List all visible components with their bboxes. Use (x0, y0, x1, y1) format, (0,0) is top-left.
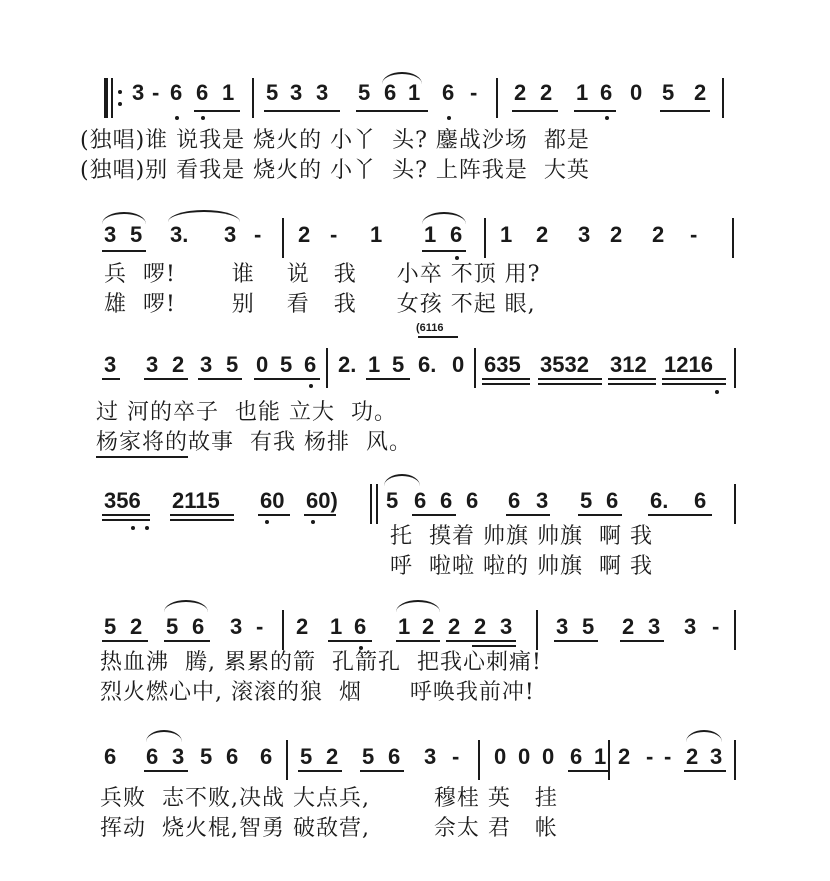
lyric-verse-2: 烈火燃心中, 滚滚的狼 烟 呼唤我前冲! (100, 680, 535, 705)
lyric-verse-1: 兵败 志不败,决战 大点兵, 穆桂 英 挂 (100, 786, 558, 811)
slur (384, 474, 420, 486)
barline (478, 740, 480, 780)
jianpu-note: 6 (466, 488, 479, 513)
lyric-verse-2: 挥动 烧火棍,智勇 破敌营, 佘太 君 帐 (100, 816, 558, 841)
barline (326, 348, 328, 388)
barline (496, 78, 498, 118)
jianpu-note: 60) (306, 488, 338, 513)
jianpu-note: 3 (500, 614, 513, 639)
jianpu-note: 6 (440, 488, 453, 513)
grace-notes: (6116 (416, 322, 444, 334)
jianpu-note: 60 (260, 488, 285, 513)
barline (608, 740, 610, 780)
jianpu-note: 0 (542, 744, 555, 769)
jianpu-note: 5 (358, 80, 371, 105)
barline (734, 740, 736, 780)
jianpu-note: 2 (130, 614, 143, 639)
lyric-verse-1: (独唱)谁 说我是 烧火的 小丫 头? 鏖战沙场 都是 (80, 128, 590, 153)
jianpu-note: 6 (170, 80, 183, 105)
barline (734, 348, 736, 388)
barline (252, 78, 254, 118)
underline (102, 514, 150, 516)
jianpu-note: 5 (392, 352, 405, 377)
underline (366, 378, 410, 380)
jianpu-note: - (330, 222, 338, 247)
lyric-verse-2: (独唱)别 看我是 烧火的 小丫 头? 上阵我是 大英 (80, 158, 590, 183)
jianpu-note: - (690, 222, 698, 247)
barline (734, 484, 736, 524)
jianpu-note: 1 (576, 80, 589, 105)
barline (474, 348, 476, 388)
underline (482, 378, 530, 380)
jianpu-note: 1216 (664, 352, 713, 377)
underline (660, 110, 710, 112)
jianpu-note: 0 (630, 80, 643, 105)
jianpu-note: - (470, 80, 478, 105)
jianpu-note: 2 (514, 80, 527, 105)
jianpu-note: 5 (104, 614, 117, 639)
jianpu-note: 3 (104, 222, 117, 247)
low-dot (715, 390, 719, 394)
jianpu-note: 3532 (540, 352, 589, 377)
jianpu-note: 6 (192, 614, 205, 639)
low-dot (311, 520, 315, 524)
underline (538, 378, 602, 380)
jianpu-note: 6 (694, 488, 707, 513)
jianpu-note: 5 (580, 488, 593, 513)
jianpu-note: 3 (230, 614, 243, 639)
jianpu-note: 2 (326, 744, 339, 769)
jianpu-note: 6 (196, 80, 209, 105)
lyric-verse-2: 杨家将的故事 有我 杨排 风。 (96, 430, 412, 455)
lyric-verse-1: 过 河的卒子 也能 立大 功。 (96, 400, 397, 425)
lyric-verse-2: 雄 啰! 别 看 我 女孩 不起 眼, (104, 292, 536, 317)
low-dot (201, 116, 205, 120)
underline (144, 378, 188, 380)
underline (170, 514, 234, 516)
barline (370, 484, 372, 524)
jianpu-note: 635 (484, 352, 521, 377)
underline (102, 378, 120, 380)
repeat-dot (118, 90, 122, 94)
underline (662, 383, 726, 385)
jianpu-note: 2 (610, 222, 623, 247)
underline (422, 250, 466, 252)
jianpu-note: 2 (540, 80, 553, 105)
jianpu-note: 6 (260, 744, 273, 769)
jianpu-note: 1 (330, 614, 343, 639)
underline (254, 378, 320, 380)
lyric-verse-2: 呼 啦啦 啦的 帅旗 啊 我 (390, 554, 653, 579)
jianpu-note: 3 (200, 352, 213, 377)
jianpu-note: 1 (424, 222, 437, 247)
jianpu-note: 6 (508, 488, 521, 513)
jianpu-note: 3 (556, 614, 569, 639)
jianpu-note: 1 (594, 744, 607, 769)
jianpu-note: 5 (266, 80, 279, 105)
lyric-verse-1: 兵 啰! 谁 说 我 小卒 不顶 用? (104, 262, 541, 287)
jianpu-note: 3 (172, 744, 185, 769)
slur (396, 600, 440, 612)
jianpu-note: 5 (130, 222, 143, 247)
low-dot (455, 256, 459, 260)
underline (258, 514, 290, 516)
lyric-underline (96, 456, 188, 458)
low-dot (131, 526, 135, 530)
underline (102, 519, 150, 521)
slur (146, 730, 182, 742)
underline (356, 110, 428, 112)
jianpu-note: 2 (296, 614, 309, 639)
low-dot (175, 116, 179, 120)
repeat-dot (118, 102, 122, 106)
jianpu-note: 5 (582, 614, 595, 639)
jianpu-note: 2 (474, 614, 487, 639)
underline (194, 110, 240, 112)
barline (376, 484, 378, 524)
jianpu-note: 2 (422, 614, 435, 639)
jianpu-note: 5 (226, 352, 239, 377)
jianpu-note: 3 (648, 614, 661, 639)
underline (662, 378, 726, 380)
jianpu-note: 2 (448, 614, 461, 639)
underline (264, 110, 340, 112)
jianpu-note: 2 (172, 352, 185, 377)
underline (418, 336, 458, 338)
low-dot (605, 116, 609, 120)
jianpu-note: 2. (338, 352, 357, 377)
jianpu-note: 2 (622, 614, 635, 639)
jianpu-note: 6 (104, 744, 117, 769)
jianpu-note: 6 (606, 488, 619, 513)
jianpu-note: 1 (408, 80, 421, 105)
jianpu-note: 1 (398, 614, 411, 639)
underline (298, 770, 342, 772)
jianpu-note: 0 (518, 744, 531, 769)
low-dot (145, 526, 149, 530)
jianpu-note: 3 (132, 80, 145, 105)
underline (446, 640, 516, 642)
barline (484, 218, 486, 258)
barline (286, 740, 288, 780)
jianpu-note: 2 (618, 744, 631, 769)
jianpu-note: 3 (146, 352, 159, 377)
underline (170, 519, 234, 521)
jianpu-note: 3 (536, 488, 549, 513)
jianpu-note: - (254, 222, 262, 247)
jianpu-note: 2 (694, 80, 707, 105)
jianpu-note: 6 (600, 80, 613, 105)
barline (536, 610, 538, 650)
jianpu-note: - (664, 744, 672, 769)
underline (472, 645, 516, 647)
underline (360, 770, 404, 772)
jianpu-note: 5 (300, 744, 313, 769)
jianpu-note: 6 (414, 488, 427, 513)
jianpu-note: - (256, 614, 264, 639)
jianpu-note: 0 (452, 352, 465, 377)
jianpu-note: 3 (104, 352, 117, 377)
underline (684, 770, 726, 772)
jianpu-note: - (646, 744, 654, 769)
underline (482, 383, 530, 385)
barline (282, 218, 284, 258)
barline (722, 78, 724, 118)
low-dot (309, 384, 313, 388)
underline (620, 640, 664, 642)
jianpu-note: 2 (652, 222, 665, 247)
slur (686, 730, 722, 742)
jianpu-note: 2 (686, 744, 699, 769)
underline (164, 640, 210, 642)
jianpu-note: 6 (388, 744, 401, 769)
jianpu-note: 1 (500, 222, 513, 247)
underline (304, 514, 336, 516)
slur (164, 600, 208, 612)
underline (648, 514, 712, 516)
jianpu-note: 2115 (172, 488, 220, 513)
jianpu-note: 6 (146, 744, 159, 769)
repeat-bar (104, 78, 108, 118)
underline (538, 383, 602, 385)
jianpu-note: - (712, 614, 720, 639)
lyric-verse-1: 托 摸着 帅旗 帅旗 啊 我 (390, 524, 653, 549)
underline (328, 640, 372, 642)
underline (144, 770, 188, 772)
barline (282, 610, 284, 650)
jianpu-note: 3 (290, 80, 303, 105)
lyric-verse-1: 热血沸 腾, 累累的箭 孔箭孔 把我心刺痛! (100, 650, 542, 675)
jianpu-note: 356 (104, 488, 141, 513)
jianpu-note: 1 (370, 222, 383, 247)
jianpu-note: 0 (256, 352, 269, 377)
jianpu-note: 6 (442, 80, 455, 105)
jianpu-note: 2 (298, 222, 311, 247)
barline (732, 218, 734, 258)
barline (734, 610, 736, 650)
jianpu-note: 6. (650, 488, 669, 513)
barline (111, 78, 113, 118)
jianpu-note: 5 (280, 352, 293, 377)
underline (198, 378, 242, 380)
jianpu-note: 5 (200, 744, 213, 769)
underline (412, 514, 456, 516)
jianpu-note: 6 (226, 744, 239, 769)
underline (578, 514, 622, 516)
jianpu-note: 0 (494, 744, 507, 769)
jianpu-note: 3. (170, 222, 189, 247)
jianpu-note: 6 (354, 614, 367, 639)
jianpu-note: 6. (418, 352, 437, 377)
underline (568, 770, 610, 772)
jianpu-note: 6 (570, 744, 583, 769)
jianpu-note: 3 (684, 614, 697, 639)
jianpu-note: 6 (304, 352, 317, 377)
jianpu-note: 6 (384, 80, 397, 105)
jianpu-note: 1 (368, 352, 381, 377)
underline (608, 383, 656, 385)
jianpu-note: 5 (362, 744, 375, 769)
low-dot (265, 520, 269, 524)
underline (102, 250, 146, 252)
jianpu-note: 312 (610, 352, 647, 377)
jianpu-note: 3 (316, 80, 329, 105)
underline (506, 514, 550, 516)
underline (396, 640, 440, 642)
jianpu-note: 3 (578, 222, 591, 247)
jianpu-note: 5 (662, 80, 675, 105)
jianpu-note: - (452, 744, 460, 769)
underline (102, 640, 148, 642)
jianpu-note: 3 (424, 744, 437, 769)
underline (574, 110, 616, 112)
jianpu-note: 3 (710, 744, 723, 769)
underline (608, 378, 656, 380)
jianpu-note: 3 (224, 222, 237, 247)
jianpu-note: 5 (386, 488, 399, 513)
underline (554, 640, 598, 642)
jianpu-note: 2 (536, 222, 549, 247)
jianpu-note: 1 (222, 80, 235, 105)
jianpu-note: - (152, 80, 160, 105)
low-dot (447, 116, 451, 120)
jianpu-note: 6 (450, 222, 463, 247)
underline (512, 110, 558, 112)
jianpu-note: 5 (166, 614, 179, 639)
